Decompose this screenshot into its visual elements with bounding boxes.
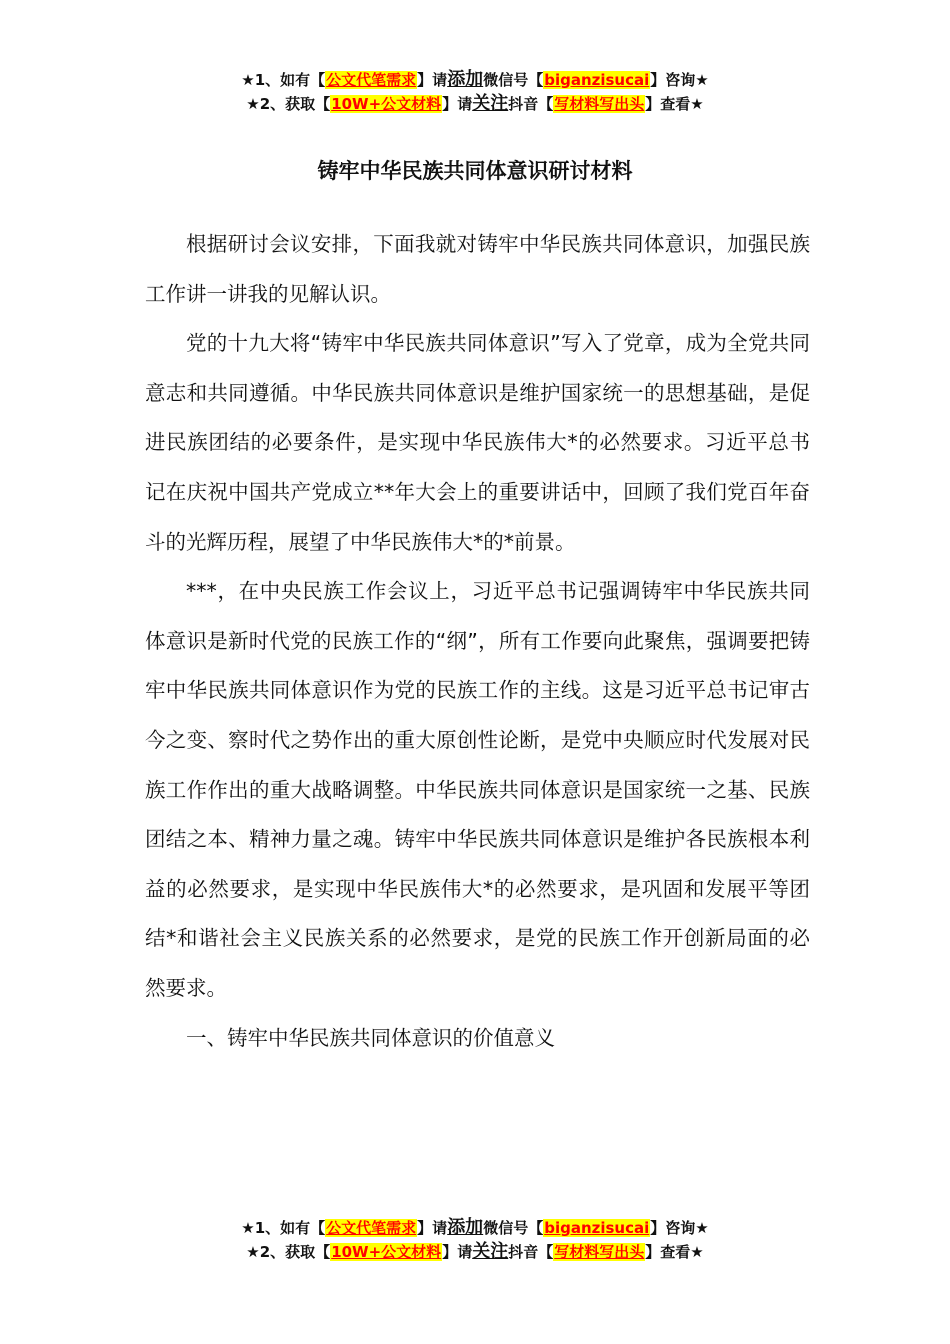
promo-highlight-materials: 10W+公文材料	[331, 1243, 442, 1261]
section-heading-value-significance: 一、铸牢中华民族共同体意识的价值意义	[186, 1025, 555, 1050]
footer-promo-banner	[0, 1216, 950, 1264]
promo-highlight-materials: 10W+公文材料	[331, 95, 442, 113]
promo-highlight-writing-service: 公文代笔需求	[326, 71, 417, 89]
promo-emphasis-add: 添加	[447, 69, 484, 90]
promo-highlight-douyin-account: 写材料写出头	[554, 1243, 645, 1261]
paragraph-intro: 根据研讨会议安排，下面我就对铸牢中华民族共同体意识，加强民族工作讲一讲我的见解认识。	[145, 232, 810, 306]
promo-line-2-prefix: ★2、获取【	[246, 95, 331, 113]
promo-line-1-mid: 】请	[417, 1219, 448, 1237]
promo-emphasis-follow: 关注	[472, 93, 509, 114]
promo-line-1-mid2: 微信号【	[483, 71, 544, 89]
promo-line-2-mid: 】请	[442, 1243, 473, 1261]
promo-line-1-suffix: 】咨询★	[650, 1219, 709, 1237]
promo-line-1	[0, 68, 950, 92]
promo-highlight-douyin-account: 写材料写出头	[554, 95, 645, 113]
promo-emphasis-follow: 关注	[472, 1241, 509, 1262]
document-title: 铸牢中华民族共同体意识研讨材料	[317, 159, 633, 183]
promo-line-2-mid2: 抖音【	[508, 1243, 554, 1261]
promo-line-1-prefix: ★1、如有【	[241, 1219, 326, 1237]
promo-line-1	[0, 1216, 950, 1240]
promo-line-2-mid2: 抖音【	[508, 95, 554, 113]
promo-line-1-mid: 】请	[417, 71, 448, 89]
document-body	[145, 220, 810, 1063]
promo-highlight-wechat-id: biganzisucai	[544, 71, 650, 89]
promo-line-2-suffix: 】查看★	[645, 1243, 704, 1261]
paragraph-party-congress: 党的十九大将“铸牢中华民族共同体意识”写入了党章，成为全党共同意志和共同遵循。中华民族共同体意识是维护国家统一的思想基础，是促进民族团结的必要条件，是实现中华民族伟大*的必然要求。习近平总书记在庆祝中国共产党成立**年大会上的重要讲话中，回顾了我们党百年奋斗的光辉历程，展望了中华民族伟大*的*前景。	[145, 331, 810, 554]
promo-emphasis-add: 添加	[447, 1217, 484, 1238]
promo-line-2	[0, 1240, 950, 1264]
promo-line-1-mid2: 微信号【	[483, 1219, 544, 1237]
header-promo-banner	[0, 68, 950, 116]
promo-highlight-wechat-id: biganzisucai	[544, 1219, 650, 1237]
promo-line-1-prefix: ★1、如有【	[241, 71, 326, 89]
promo-line-1-suffix: 】咨询★	[650, 71, 709, 89]
promo-line-2-prefix: ★2、获取【	[246, 1243, 331, 1261]
promo-line-2	[0, 92, 950, 116]
promo-line-2-mid: 】请	[442, 95, 473, 113]
promo-highlight-writing-service: 公文代笔需求	[326, 1219, 417, 1237]
paragraph-central-conference: ***，在中央民族工作会议上，习近平总书记强调铸牢中华民族共同体意识是新时代党的民族工作的“纲”，所有工作要向此聚焦，强调要把铸牢中华民族共同体意识作为党的民族工作的主线。这是习近平总书记审古今之变、察时代之势作出的重大原创性论断，是党中央顺应时代发展对民族工作作出的重大战略调整。中华民族共同体意识是国家统一之基、民族团结之本、精神力量之魂。铸牢中华民族共同体意识是维护各民族根本利益的必然要求，是实现中华民族伟大*的必然要求，是巩固和发展平等团结*和谐社会主义民族关系的必然要求，是党的民族工作开创新局面的必然要求。	[145, 579, 810, 1000]
promo-line-2-suffix: 】查看★	[645, 95, 704, 113]
